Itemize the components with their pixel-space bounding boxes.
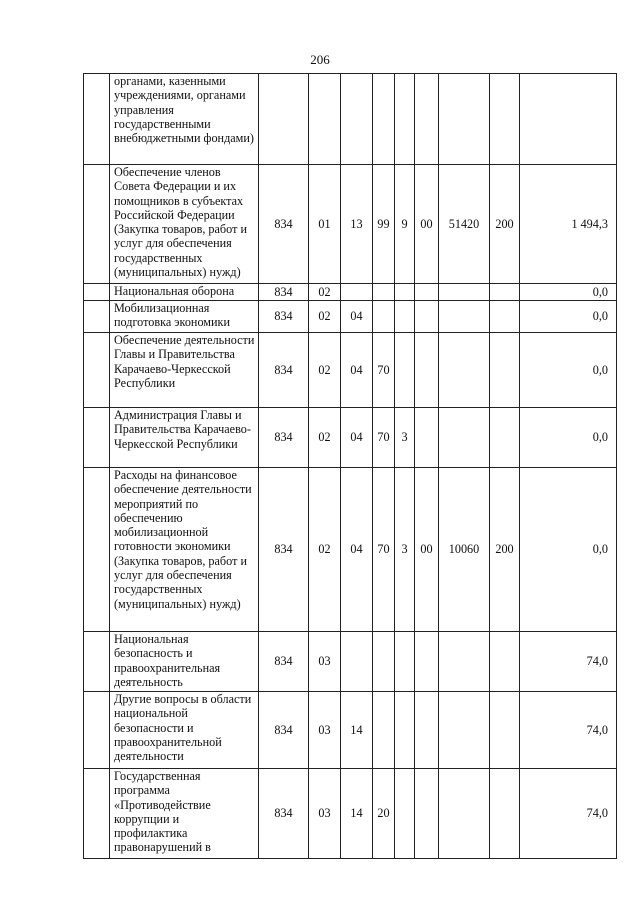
- program-code-cell: [373, 284, 395, 301]
- budget-table: [83, 73, 617, 859]
- row-number-cell: [84, 74, 110, 165]
- direction-code-cell: [439, 284, 490, 301]
- subprogram-code-cell: 3: [395, 408, 415, 468]
- program-code-cell: [373, 632, 395, 692]
- main-event-code-cell: [415, 632, 439, 692]
- program-code-cell: 20: [373, 769, 395, 859]
- section-code-cell: 02: [309, 333, 341, 408]
- expense-type-code-cell: [490, 301, 520, 333]
- expense-type-code-cell: 200: [490, 165, 520, 284]
- subsection-code-cell: 04: [341, 408, 373, 468]
- expense-type-code-cell: [490, 333, 520, 408]
- row-number-cell: [84, 284, 110, 301]
- table-row: [84, 333, 617, 408]
- subsection-code-cell: 13: [341, 165, 373, 284]
- subsection-code-cell: 04: [341, 301, 373, 333]
- section-code-cell: 03: [309, 692, 341, 769]
- subprogram-code-cell: [395, 333, 415, 408]
- row-number-cell: [84, 165, 110, 284]
- direction-code-cell: [439, 333, 490, 408]
- subprogram-code-cell: [395, 301, 415, 333]
- main-event-code-cell: [415, 408, 439, 468]
- program-code-cell: [373, 692, 395, 769]
- expense-type-code-cell: [490, 632, 520, 692]
- direction-code-cell: [439, 301, 490, 333]
- row-number-cell: [84, 769, 110, 859]
- page-number: 206: [310, 52, 330, 67]
- admin-code-cell: 834: [259, 692, 309, 769]
- main-event-code-cell: [415, 333, 439, 408]
- row-name-cell: Национальная оборона: [110, 284, 259, 301]
- main-event-code-cell: [415, 692, 439, 769]
- subprogram-code-cell: [395, 692, 415, 769]
- table-row: [84, 74, 617, 165]
- main-event-code-cell: [415, 284, 439, 301]
- row-name-cell: Обеспечение членов Совета Федерации и их помощников в субъектах Российской Федерации (Закупка товаров, работ и услуг для обеспечения государственных (муниципальных) нужд): [110, 165, 259, 284]
- section-code-cell: 01: [309, 165, 341, 284]
- subsection-code-cell: [341, 632, 373, 692]
- subprogram-code-cell: [395, 632, 415, 692]
- row-number-cell: [84, 301, 110, 333]
- row-name-cell: Расходы на финансовое обеспечение деятельности мероприятий по обеспечению мобилизационной готовности экономики (Закупка товаров, работ и услуг для обеспечения государственных (муниципальных) нужд): [110, 468, 259, 632]
- expense-type-code-cell: [490, 74, 520, 165]
- table-row: [84, 692, 617, 769]
- section-code-cell: 03: [309, 632, 341, 692]
- amount-cell: 74,0: [520, 769, 617, 859]
- subprogram-code-cell: [395, 74, 415, 165]
- program-code-cell: [373, 301, 395, 333]
- section-code-cell: 02: [309, 408, 341, 468]
- main-event-code-cell: [415, 769, 439, 859]
- admin-code-cell: 834: [259, 632, 309, 692]
- table-row: [84, 632, 617, 692]
- row-name-cell: Обеспечение деятельности Главы и Правительства Карачаево-Черкесской Республики: [110, 333, 259, 408]
- row-name-cell: Другие вопросы в области национальной безопасности и правоохранительной деятельности: [110, 692, 259, 769]
- program-code-cell: 70: [373, 468, 395, 632]
- direction-code-cell: [439, 408, 490, 468]
- amount-cell: 0,0: [520, 408, 617, 468]
- expense-type-code-cell: [490, 284, 520, 301]
- section-code-cell: 02: [309, 468, 341, 632]
- program-code-cell: 99: [373, 165, 395, 284]
- table-row: [84, 301, 617, 333]
- amount-cell: 1 494,3: [520, 165, 617, 284]
- table-row: [84, 468, 617, 632]
- amount-cell: 0,0: [520, 301, 617, 333]
- row-name-cell: Администрация Главы и Правительства Карачаево-Черкесской Республики: [110, 408, 259, 468]
- direction-code-cell: 10060: [439, 468, 490, 632]
- row-number-cell: [84, 408, 110, 468]
- subprogram-code-cell: 3: [395, 468, 415, 632]
- admin-code-cell: 834: [259, 301, 309, 333]
- admin-code-cell: 834: [259, 408, 309, 468]
- subsection-code-cell: 04: [341, 468, 373, 632]
- admin-code-cell: [259, 74, 309, 165]
- direction-code-cell: 51420: [439, 165, 490, 284]
- direction-code-cell: [439, 74, 490, 165]
- main-event-code-cell: 00: [415, 165, 439, 284]
- section-code-cell: [309, 74, 341, 165]
- amount-cell: [520, 74, 617, 165]
- main-event-code-cell: 00: [415, 468, 439, 632]
- table-row: [84, 165, 617, 284]
- amount-cell: 0,0: [520, 333, 617, 408]
- amount-cell: 0,0: [520, 468, 617, 632]
- row-name-cell: Национальная безопасность и правоохранительная деятельность: [110, 632, 259, 692]
- admin-code-cell: 834: [259, 468, 309, 632]
- subprogram-code-cell: 9: [395, 165, 415, 284]
- amount-cell: 74,0: [520, 692, 617, 769]
- subsection-code-cell: 14: [341, 769, 373, 859]
- direction-code-cell: [439, 632, 490, 692]
- expense-type-code-cell: [490, 769, 520, 859]
- table-row: [84, 408, 617, 468]
- subsection-code-cell: 14: [341, 692, 373, 769]
- admin-code-cell: 834: [259, 333, 309, 408]
- admin-code-cell: 834: [259, 769, 309, 859]
- section-code-cell: 03: [309, 769, 341, 859]
- row-number-cell: [84, 632, 110, 692]
- subsection-code-cell: [341, 284, 373, 301]
- program-code-cell: 70: [373, 333, 395, 408]
- main-event-code-cell: [415, 74, 439, 165]
- subprogram-code-cell: [395, 284, 415, 301]
- row-number-cell: [84, 468, 110, 632]
- direction-code-cell: [439, 769, 490, 859]
- program-code-cell: [373, 74, 395, 165]
- amount-cell: 74,0: [520, 632, 617, 692]
- table-row: [84, 284, 617, 301]
- table-row: [84, 769, 617, 859]
- expense-type-code-cell: 200: [490, 468, 520, 632]
- direction-code-cell: [439, 692, 490, 769]
- section-code-cell: 02: [309, 301, 341, 333]
- row-number-cell: [84, 333, 110, 408]
- row-name-cell: органами, казенными учреждениями, органами управления государственными внебюджетными фондами): [110, 74, 259, 165]
- amount-cell: 0,0: [520, 284, 617, 301]
- program-code-cell: 70: [373, 408, 395, 468]
- expense-type-code-cell: [490, 408, 520, 468]
- admin-code-cell: 834: [259, 165, 309, 284]
- main-event-code-cell: [415, 301, 439, 333]
- subsection-code-cell: 04: [341, 333, 373, 408]
- row-number-cell: [84, 692, 110, 769]
- subsection-code-cell: [341, 74, 373, 165]
- subprogram-code-cell: [395, 769, 415, 859]
- section-code-cell: 02: [309, 284, 341, 301]
- admin-code-cell: 834: [259, 284, 309, 301]
- row-name-cell: Мобилизационная подготовка экономики: [110, 301, 259, 333]
- row-name-cell: Государственная программа «Противодействие коррупции и профилактика правонарушений в: [110, 769, 259, 859]
- expense-type-code-cell: [490, 692, 520, 769]
